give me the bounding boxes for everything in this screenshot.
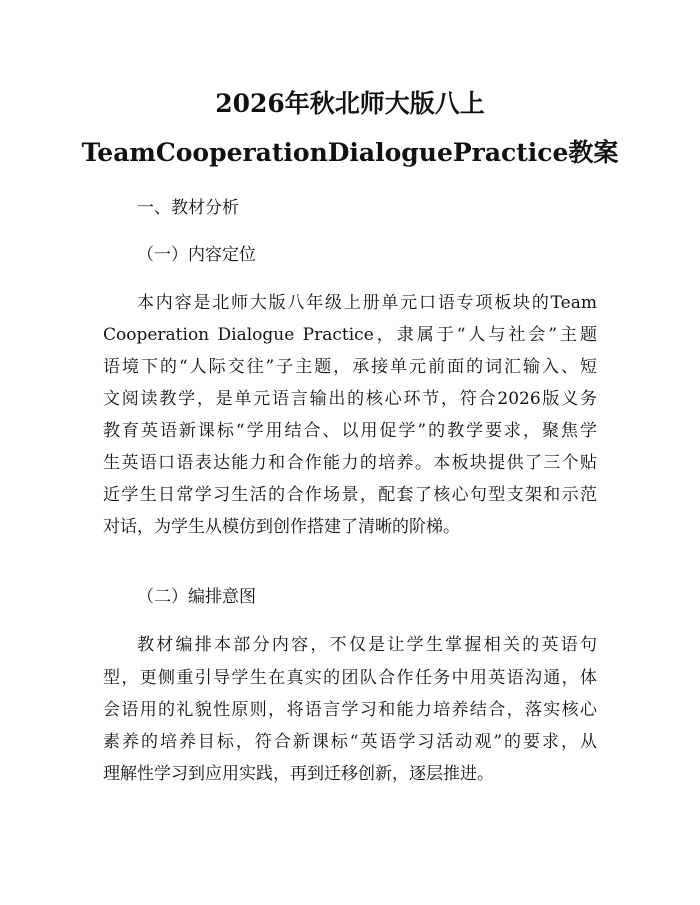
paragraph-line: Cooperation Dialogue Practice，隶属于“人与社会”主题 bbox=[103, 325, 597, 345]
paragraph-line: 文阅读教学，是单元语言输出的核心环节，符合2026版义务 bbox=[103, 389, 597, 409]
document-title-line-2: TeamCooperationDialoguePractice教案 bbox=[81, 138, 619, 167]
paragraph-line: 会语用的礼貌性原则，将语言学习和能力培养结合，落实核心 bbox=[103, 700, 597, 720]
paragraph-line: 教材编排本部分内容，不仅是让学生掌握相关的英语句 bbox=[137, 635, 597, 655]
paragraph-line: 语境下的“人际交往”子主题，承接单元前面的词汇输入、短 bbox=[103, 357, 597, 377]
paragraph-line: 生英语口语表达能力和合作能力的培养。本板块提供了三个贴 bbox=[103, 453, 597, 473]
paragraph-line: 型，更侧重引导学生在真实的团队合作任务中用英语沟通，体 bbox=[103, 668, 597, 688]
paragraph-line: 对话，为学生从模仿到创作搭建了清晰的阶梯。 bbox=[103, 517, 460, 537]
section-heading-textbook-analysis: 一、教材分析 bbox=[137, 198, 239, 218]
subsection-heading-layout-intent: （二）编排意图 bbox=[137, 587, 256, 607]
document-title-line-1: 2026年秋北师大版八上 bbox=[215, 89, 485, 118]
paragraph-line: 教育英语新课标“学用结合、以用促学”的教学要求，聚焦学 bbox=[103, 421, 597, 441]
paragraph-line: 素养的培养目标，符合新课标“英语学习活动观”的要求，从 bbox=[103, 732, 597, 752]
subsection-heading-content-positioning: （一）内容定位 bbox=[137, 245, 256, 265]
paragraph-line: 本内容是北师大版八年级上册单元口语专项板块的Team bbox=[137, 293, 597, 313]
paragraph-line: 近学生日常学习生活的合作场景，配套了核心句型支架和示范 bbox=[103, 485, 597, 505]
paragraph-line: 理解性学习到应用实践，再到迁移创新，逐层推进。 bbox=[103, 764, 494, 784]
